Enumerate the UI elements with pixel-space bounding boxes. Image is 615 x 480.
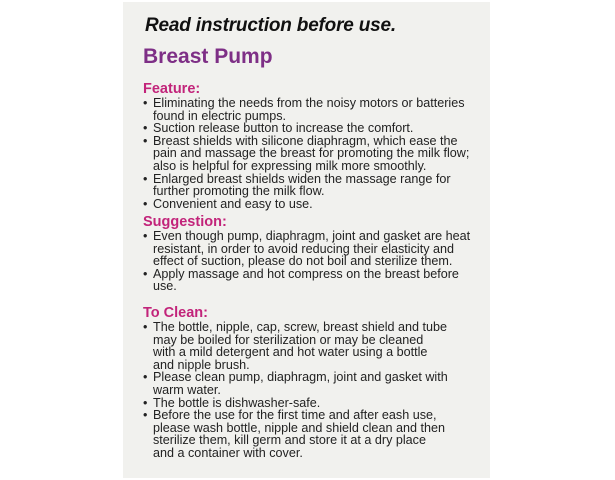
section-heading: Suggestion: [143, 214, 227, 230]
list-item: • Even though pump, diaphragm, joint and gasket are heat resistant, in order to avoid reducing their elasticity and effect of suction, please do not boil and sterilize them. [143, 230, 483, 268]
to-clean-section [143, 305, 483, 460]
to-clean-list [143, 321, 483, 460]
list-item: • Please clean pump, diaphragm, joint and gasket with warm water. [143, 371, 483, 396]
section-heading: To Clean: [143, 305, 208, 321]
list-item: • The bottle is dishwasher-safe. [143, 397, 483, 410]
list-item: • Eliminating the needs from the noisy motors or batteries found in electric pumps. [143, 97, 483, 122]
list-item: • Apply massage and hot compress on the breast before use. [143, 268, 483, 293]
product-title: Breast Pump [143, 45, 273, 68]
section-heading: Feature: [143, 81, 201, 97]
suggestion-section [143, 214, 483, 293]
feature-list [143, 97, 483, 210]
list-item: • The bottle, nipple, cap, screw, breast shield and tube may be boiled for sterilization or may be cleaned with a mild detergent and hot water using a bottle and nipple brush. [143, 321, 483, 371]
list-item: • Enlarged breast shields widen the massage range for further promoting the milk flow. [143, 173, 483, 198]
list-item: • Breast shields with silicone diaphragm, which ease the pain and massage the breast for promoting the milk flow; also is helpful for expressing milk more smoothly. [143, 135, 483, 173]
list-item: • Suction release button to increase the comfort. [143, 122, 483, 135]
feature-section [143, 81, 483, 210]
list-item: • Before the use for the first time and after eash use, please wash bottle, nipple and shield clean and then sterilize them, kill germ and store it at a dry place and a container with cover. [143, 409, 483, 459]
suggestion-list [143, 230, 483, 293]
list-item: • Convenient and easy to use. [143, 198, 483, 211]
read-instruction-header: Read instruction before use. [145, 15, 396, 36]
instruction-card [123, 2, 490, 478]
